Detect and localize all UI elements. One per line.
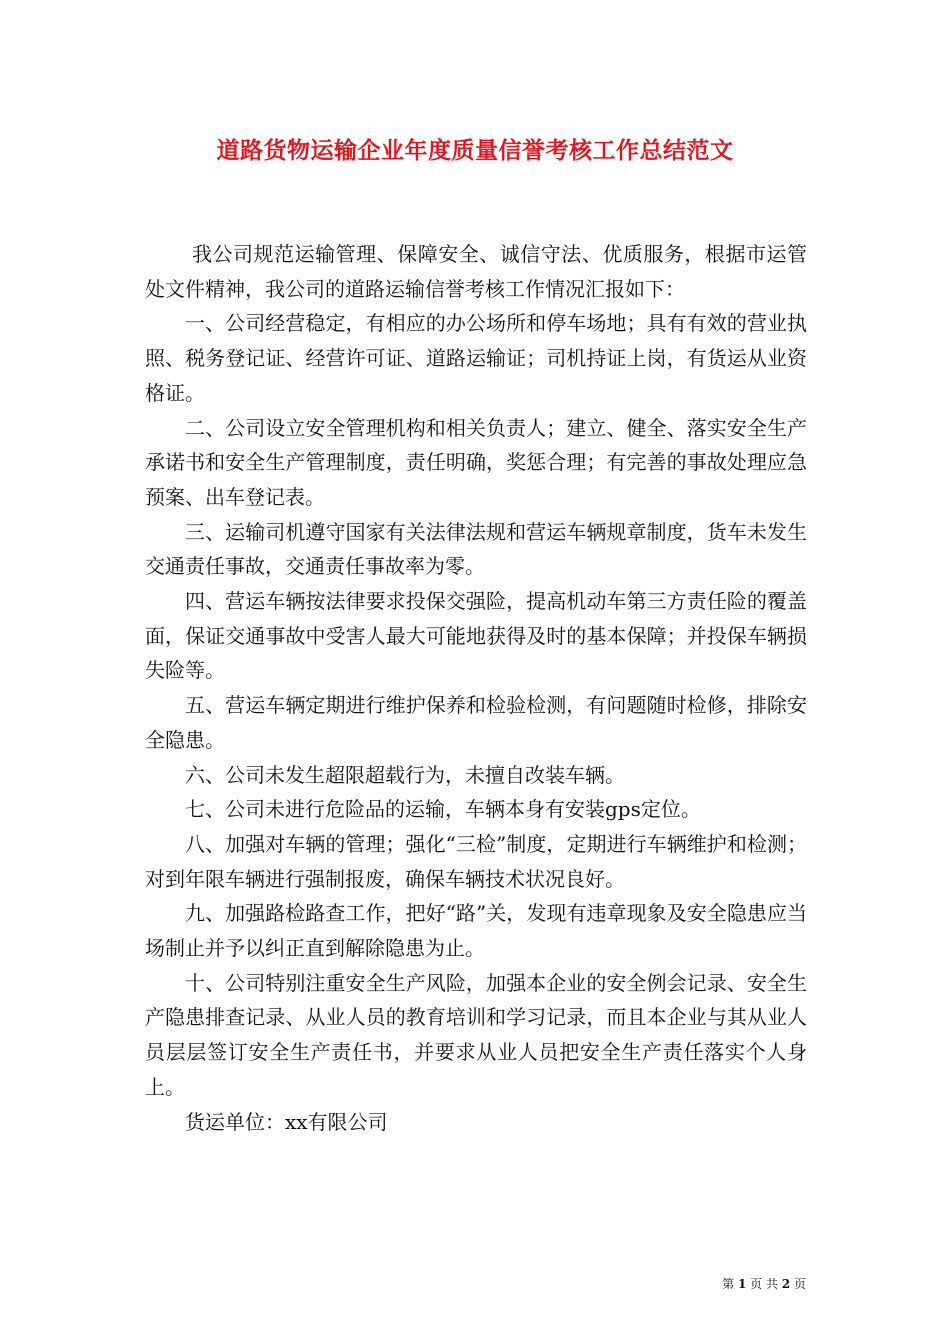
- signature-line: 货运单位：xx有限公司: [185, 1109, 388, 1134]
- item-paragraph-9: 九、加强路检路查工作，把好“路”关，发现有违章现象及安全隐患应当场制止并予以纠正直到解除隐患为止。: [145, 901, 807, 961]
- item-paragraph-8: 八、加强对车辆的管理；强化“三检”制度，定期进行车辆维护和检测；对到年限车辆进行强制报废，确保车辆技术状况良好。: [145, 831, 807, 891]
- current-page-number: 1: [737, 1277, 747, 1291]
- item-paragraph-6: 六、公司未发生超限超载行为，未擅自改装车辆。: [185, 762, 625, 787]
- footer-middle: 页 共: [750, 1277, 778, 1291]
- page-footer: [722, 1276, 806, 1292]
- footer-prefix: 第: [722, 1277, 735, 1291]
- intro-paragraph: 我公司规范运输管理、保障安全、诚信守法、优质服务，根据市运管处文件精神，我公司的道路运输信誉考核工作情况汇报如下：: [145, 242, 807, 301]
- document-body: [145, 237, 807, 1139]
- item-paragraph-3: 三、运输司机遵守国家有关法律法规和营运车辆规章制度，货车未发生交通责任事故，交通责任事故率为零。: [145, 519, 807, 579]
- footer-suffix: 页: [793, 1277, 806, 1291]
- item-paragraph-7: 七、公司未进行危险品的运输，车辆本身有安装gps定位。: [185, 797, 701, 822]
- item-paragraph-4: 四、营运车辆按法律要求投保交强险，提高机动车第三方责任险的覆盖面，保证交通事故中受害人最大可能地获得及时的基本保障；并投保车辆损失险等。: [145, 589, 807, 683]
- item-paragraph-10: 十、公司特别注重安全生产风险，加强本企业的安全例会记录、安全生产隐患排查记录、从业人员的教育培训和学习记录，而且本企业与其从业人员层层签订安全生产责任书，并要求从业人员把安全生产责任落实个人身上。: [145, 970, 807, 1099]
- item-paragraph-5: 五、营运车辆定期进行维护保养和检验检测，有问题随时检修，排除安全隐患。: [145, 693, 807, 752]
- total-pages-number: 2: [781, 1277, 791, 1291]
- document-title: 道路货物运输企业年度质量信誉考核工作总结范文: [216, 137, 734, 164]
- item-paragraph-1: 一、公司经营稳定，有相应的办公场所和停车场地；具有有效的营业执照、税务登记证、经营许可证、道路运输证；司机持证上岗，有货运从业资格证。: [145, 311, 807, 405]
- item-paragraph-2: 二、公司设立安全管理机构和相关负责人；建立、健全、落实安全生产承诺书和安全生产管理制度，责任明确，奖惩合理；有完善的事故处理应急预案、出车登记表。: [145, 415, 807, 509]
